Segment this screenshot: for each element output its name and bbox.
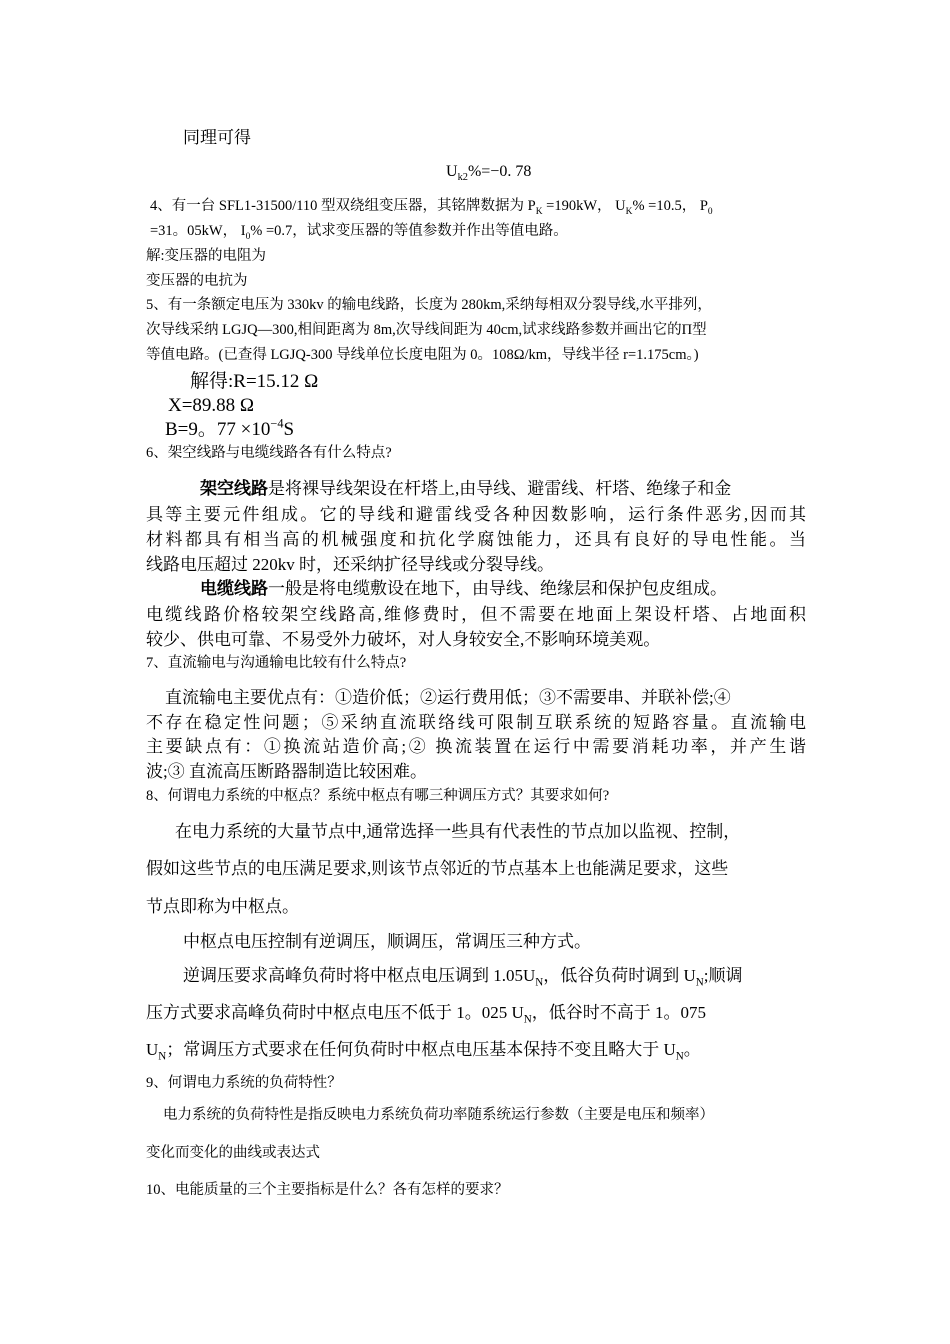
paragraph-line: 线路电压超过 220kv 时，还采纳扩径导线或分裂导线。: [146, 555, 554, 574]
question-8: 8、何谓电力系统的中枢点？系统中枢点有哪三种调压方式？其要求如何?: [146, 788, 610, 804]
paragraph-line: 电力系统的负荷特性是指反映电力系统负荷功率随系统运行参数（主要是电压和频率）: [163, 1107, 714, 1123]
paragraph-line: 变化而变化的曲线或表达式: [146, 1145, 320, 1161]
paragraph-line: 不存在稳定性问题；⑤采纳直流联络线可限制互联系统的短路容量。直流输电: [146, 713, 806, 732]
result-line: X=89.88 Ω: [168, 395, 255, 416]
paragraph-line: 直流输电主要优点有：①造价低；②运行费用低；③不需要串、并联补偿;④: [165, 688, 731, 707]
paragraph-line: 材料都具有相当高的机械强度和抗化学腐蚀能力，还具有良好的导电性能。当: [146, 530, 806, 549]
question-9: 9、何谓电力系统的负荷特性？: [146, 1075, 342, 1091]
question-6: 6、架空线路与电缆线路各有什么特点?: [146, 445, 392, 461]
paragraph-line: 节点即称为中枢点。: [146, 897, 299, 916]
result-line: 解得:R=15.12 Ω: [190, 371, 319, 392]
paragraph-line: 假如这些节点的电压满足要求,则该节点邻近的节点基本上也能满足要求，这些: [146, 859, 729, 878]
question-5-line: 次导线采纳 LGJQ—300,相间距离为 8m,次导线间距为 40cm,试求线路参数并画出它的Π型: [146, 322, 707, 338]
text-line: 同理可得: [183, 128, 251, 147]
paragraph-line: 中枢点电压控制有逆调压，顺调压，常调压三种方式。: [183, 932, 591, 951]
paragraph-line: 在电力系统的大量节点中,通常选择一些具有代表性的节点加以监视、控制，: [175, 822, 741, 841]
question-10: 10、电能质量的三个主要指标是什么？各有怎样的要求？: [146, 1182, 509, 1198]
paragraph-line: 较少、供电可靠、不易受外力破坏，对人身较安全,不影响环境美观。: [146, 630, 661, 649]
paragraph-line: 波;③ 直流高压断路器制造比较困难。: [146, 762, 427, 781]
question-4-line-2: =31。05kW， $I_0\% =0.7$，试求变压器的等值参数并作出等值电路。: [150, 223, 568, 242]
paragraph-line: 逆调压要求高峰负荷时将中枢点电压调到 $1.05U_N$，低谷负荷时调到 $U_N$;顺调: [183, 966, 743, 989]
paragraph-line: $U_N$；常调压方式要求在任何负荷时中枢点电压基本保持不变且略大于 $U_N$。: [146, 1040, 701, 1063]
question-4-line-1: 4、有一台 SFL1-31500/110 型双绕组变压器，其铭牌数据为 $P_K =190kW$， $U_K\% =10.5$， $P_0$: [150, 198, 713, 217]
question-5-line: 5、有一条额定电压为 330kv 的输电线路，长度为 280km,采纳每相双分裂导线,水平排列，: [146, 297, 712, 313]
paragraph-line: 电缆线路价格较架空线路高,维修费时，但不需要在地面上架设杆塔、占地面积: [146, 605, 806, 624]
formula-line: $U_{k2}\%=-0$. 78: [446, 163, 532, 184]
question-7: 7、直流输电与沟通输电比较有什么特点?: [146, 655, 407, 671]
text-line: 解:变压器的电阻为: [146, 248, 267, 264]
paragraph-line: 具等主要元件组成。它的导线和避雷线受各种因数影响，运行条件恶劣,因而其: [146, 505, 806, 524]
result-line: B=9。$77 \times 10^{-4}S$: [165, 416, 295, 440]
question-5-line: 等值电路。(已查得 LGJQ-300 导线单位长度电阻为 0。108Ω/km，导线半径 r=1.175cm。): [146, 347, 699, 363]
paragraph-line: 压方式要求高峰负荷时中枢点电压不低于 1。025 $U_N$，低谷时不高于 1。075: [146, 1003, 707, 1026]
paragraph-line: 主要缺点有：①换流站造价高;② 换流装置在运行中需要消耗功率，并产生谐: [146, 737, 806, 756]
paragraph-line: 电缆线路一般是将电缆敷设在地下，由导线、绝缘层和保护包皮组成。: [200, 579, 727, 598]
paragraph-line: 架空线路是将裸导线架设在杆塔上,由导线、避雷线、杆塔、绝缘子和金: [200, 479, 732, 498]
text-line: 变压器的电抗为: [146, 273, 248, 289]
